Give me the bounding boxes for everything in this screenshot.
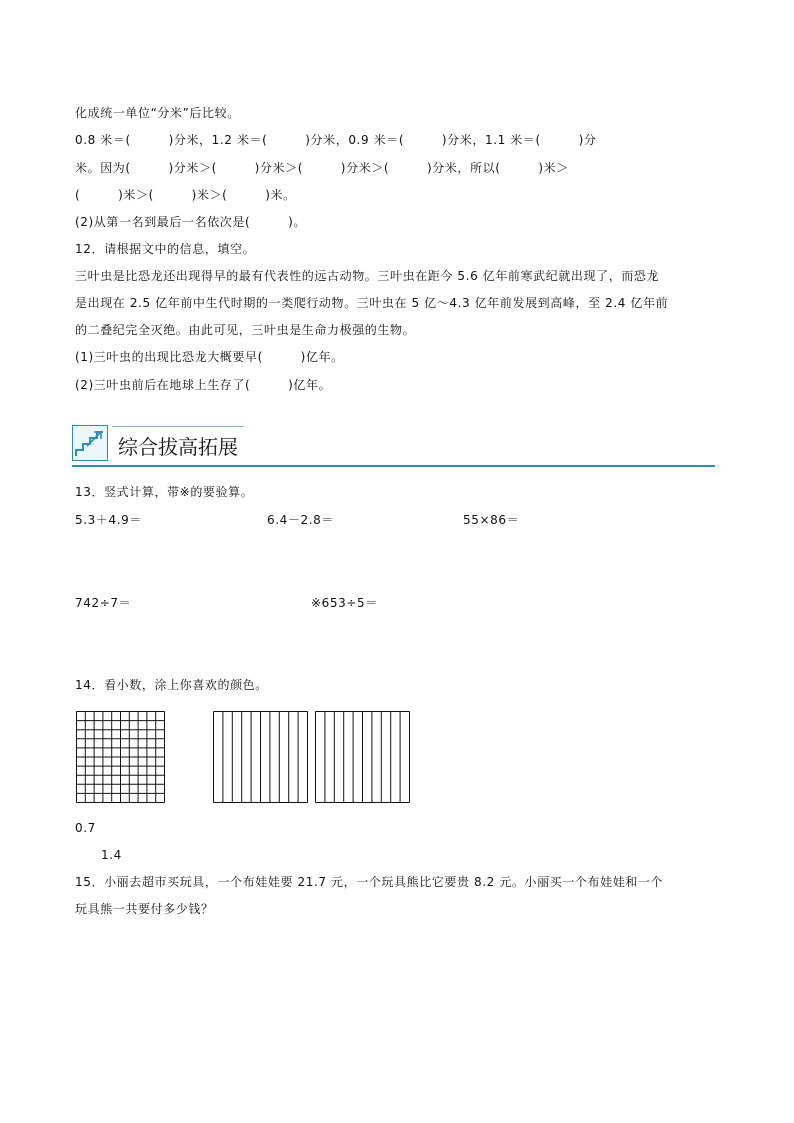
question-12-prompt: 12．请根据文中的信息，填空。 [75,242,256,256]
passage-line-1: 三叶虫是比恐龙还出现得早的最有代表性的远古动物。三叶虫在距今 5.6 亿年前寒武纪就出现了，而恐龙 [75,269,660,283]
section-title: 综合拔高拓展 [118,435,238,459]
calc-item-d: 742÷7＝ [75,596,132,610]
decimal-label-0-7: 0.7 [75,821,96,835]
question-12-part1: (1)三叶虫的出现比恐龙大概要早( )亿年。 [75,350,344,364]
tenths-strip-grid-2[interactable] [315,711,411,804]
decimal-label-1-4: 1.4 [101,848,122,862]
passage-line-3: 的二叠纪完全灭绝。由此可见，三叶虫是生命力极强的生物。 [75,323,416,337]
calc-item-c: 55×86＝ [463,513,520,527]
question-15-line-1: 15．小丽去超市买玩具，一个布娃娃要 21.7 元，一个玩具熊比它要贵 8.2 元。小丽买一个布娃娃和一个 [75,875,664,889]
calc-item-e: ※653÷5＝ [311,596,378,610]
text-line-4: ( )米＞( )米＞( )米。 [75,188,296,202]
passage-line-2: 是出现在 2.5 亿年前中生代时期的一类爬行动物。三叶虫在 5 亿～4.3 亿年前发展到高峰，至 2.4 亿年前 [75,296,669,310]
section-top-rule [112,426,244,427]
question-15-line-2: 玩具熊一共要付多少钱？ [75,902,214,916]
text-line-1: 化成统一单位“分米”后比较。 [75,106,240,120]
calc-item-a: 5.3＋4.9＝ [75,513,142,527]
question-14-prompt: 14．看小数，涂上你喜欢的颜色。 [75,678,268,692]
question-12-part2: (2)三叶虫前后在地球上生存了( )亿年。 [75,378,332,392]
tenths-strip-grid-1[interactable] [213,711,309,804]
text-line-3: 米。因为( )分米＞( )分米＞( )分米＞( )分米，所以( )米＞ [75,161,569,175]
question-13-prompt: 13．竖式计算，带※的要验算。 [75,485,254,499]
text-line-2: 0.8 米＝( )分米，1.2 米＝( )分米，0.9 米＝( )分米，1.1 米＝( )分 [75,133,597,147]
calc-item-b: 6.4－2.8＝ [267,513,334,527]
stairs-icon [72,425,108,461]
hundred-grid[interactable] [76,711,166,804]
section-header [72,423,715,467]
question-11-part2: (2)从第一名到最后一名依次是( )。 [75,215,306,229]
section-divider [72,465,715,467]
